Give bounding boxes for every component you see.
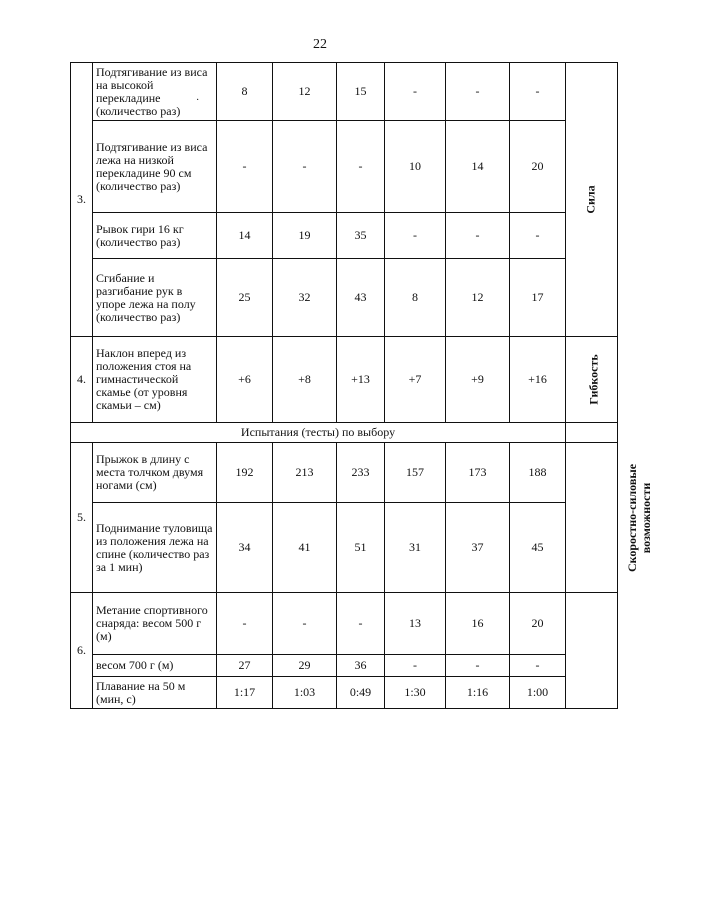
value-cell: - [217, 121, 273, 213]
value-cell: 25 [217, 259, 273, 337]
section-header: Испытания (тесты) по выбору [71, 423, 566, 443]
value-cell: 10 [385, 121, 446, 213]
value-cell: 0:49 [337, 677, 385, 709]
table-row [71, 337, 618, 423]
test-number: 4. [71, 337, 93, 423]
value-cell: 12 [446, 259, 510, 337]
value-cell: 20 [510, 593, 566, 655]
table-row [71, 259, 618, 337]
table-row [71, 655, 618, 677]
value-cell: 34 [217, 503, 273, 593]
value-cell: 1:00 [510, 677, 566, 709]
value-cell: +16 [510, 337, 566, 423]
value-cell: 233 [337, 443, 385, 503]
section-header-row [71, 423, 618, 443]
value-cell: 1:03 [273, 677, 337, 709]
value-cell: - [337, 593, 385, 655]
category-flexibility: Гибкость [566, 337, 618, 423]
value-cell: +6 [217, 337, 273, 423]
test-name: Метание спортивного снаряда: весом 500 г (м) [93, 593, 217, 655]
test-name: Поднимание туловища из положения лежа на спине (количество раз за 1 мин) [93, 503, 217, 593]
test-name: Подтягивание из виса на высокой перекладине (количество раз) [93, 63, 217, 121]
value-cell: 188 [510, 443, 566, 503]
value-cell: +9 [446, 337, 510, 423]
test-name: Наклон вперед из положения стоя на гимнастической скамье (от уровня скамьи – см) [93, 337, 217, 423]
table-row [71, 677, 618, 709]
value-cell: 1:17 [217, 677, 273, 709]
value-cell: 14 [446, 121, 510, 213]
test-number: 6. [71, 593, 93, 709]
test-number: 3. [71, 63, 93, 337]
value-cell: 16 [446, 593, 510, 655]
value-cell: - [510, 655, 566, 677]
value-cell: - [217, 593, 273, 655]
value-cell: - [510, 213, 566, 259]
value-cell: 41 [273, 503, 337, 593]
value-cell: +8 [273, 337, 337, 423]
value-cell: 12 [273, 63, 337, 121]
empty-category-cell [566, 593, 618, 709]
value-cell: 1:16 [446, 677, 510, 709]
value-cell: - [510, 63, 566, 121]
value-cell: 27 [217, 655, 273, 677]
value-cell: 8 [385, 259, 446, 337]
test-name: весом 700 г (м) [93, 655, 217, 677]
value-cell: - [273, 593, 337, 655]
value-cell: - [385, 213, 446, 259]
value-cell: - [385, 63, 446, 121]
value-cell: 32 [273, 259, 337, 337]
value-cell: 213 [273, 443, 337, 503]
test-number: 5. [71, 443, 93, 593]
test-name: Рывок гири 16 кг (количество раз) [93, 213, 217, 259]
page-number: 22 [313, 37, 327, 52]
value-cell: 37 [446, 503, 510, 593]
category-speed-strength: Скоростно-силовые возможности [566, 443, 618, 593]
standards-table [70, 62, 653, 709]
value-cell: 14 [217, 213, 273, 259]
value-cell: - [273, 121, 337, 213]
value-cell: - [337, 121, 385, 213]
value-cell: - [385, 655, 446, 677]
value-cell: +13 [337, 337, 385, 423]
value-cell: 157 [385, 443, 446, 503]
value-cell: - [446, 655, 510, 677]
table-row [71, 63, 618, 121]
category-strength: Сила [566, 63, 618, 337]
value-cell: 8 [217, 63, 273, 121]
value-cell: 173 [446, 443, 510, 503]
value-cell: 45 [510, 503, 566, 593]
value-cell: 192 [217, 443, 273, 503]
value-cell: - [446, 213, 510, 259]
table-row [71, 121, 618, 213]
empty-cell [566, 423, 618, 443]
value-cell: 29 [273, 655, 337, 677]
value-cell: 36 [337, 655, 385, 677]
table-row [71, 593, 618, 655]
table-row [71, 503, 618, 593]
value-cell: 20 [510, 121, 566, 213]
value-cell: +7 [385, 337, 446, 423]
value-cell: 31 [385, 503, 446, 593]
test-name: Сгибание и разгибание рук в упоре лежа на полу (количество раз) [93, 259, 217, 337]
test-name: Плавание на 50 м (мин, с) [93, 677, 217, 709]
value-cell: 35 [337, 213, 385, 259]
value-cell: - [446, 63, 510, 121]
value-cell: 1:30 [385, 677, 446, 709]
value-cell: 17 [510, 259, 566, 337]
test-name: Подтягивание из виса лежа на низкой перекладине 90 см (количество раз) [93, 121, 217, 213]
value-cell: 51 [337, 503, 385, 593]
scan-dot-mark: · [196, 95, 200, 106]
value-cell: 43 [337, 259, 385, 337]
test-name: Прыжок в длину с места толчком двумя ногами (см) [93, 443, 217, 503]
value-cell: 19 [273, 213, 337, 259]
table-row [71, 213, 618, 259]
table-row [71, 443, 618, 503]
value-cell: 15 [337, 63, 385, 121]
value-cell: 13 [385, 593, 446, 655]
